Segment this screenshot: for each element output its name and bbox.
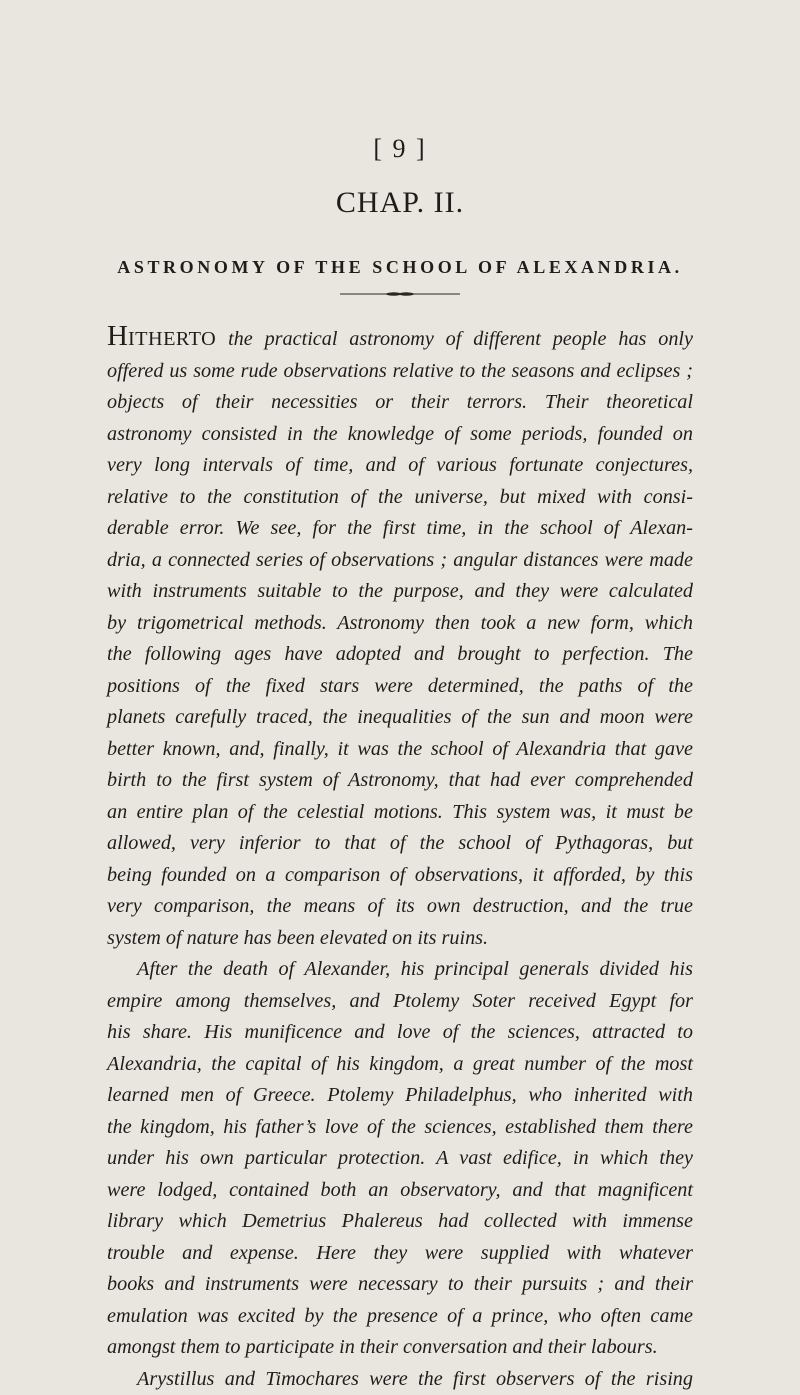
text-line: being founded on a comparison of observations, it afforded, by this — [107, 860, 693, 892]
chapter-title: CHAP. II. — [0, 186, 800, 220]
text-line: very comparison, the means of its own destruction, and the true — [107, 891, 693, 923]
text-line: books and instruments were necessary to their pursuits ; and their — [107, 1269, 693, 1301]
text-line: allowed, very inferior to that of the school of Pythagoras, but — [107, 828, 693, 860]
text-line: his share. His munificence and love of the sciences, attracted to — [107, 1017, 693, 1049]
drop-cap-rest: ITHERTO — [128, 328, 216, 350]
text-line-paragraph-end: system of nature has been elevated on its ruins. — [107, 923, 693, 955]
text-line: empire among themselves, and Ptolemy Soter received Egypt for — [107, 986, 693, 1018]
text-line: derable error. We see, for the first time, in the school of Alexan- — [107, 513, 693, 545]
text-line-paragraph-start: After the death of Alexander, his principal generals divided his — [107, 954, 693, 986]
text-line: were lodged, contained both an observatory, and that magnificent — [107, 1175, 693, 1207]
text-line: dria, a connected series of observations ; angular distances were made — [107, 545, 693, 577]
text-line: objects of their necessities or their terrors. Their theoretical — [107, 387, 693, 419]
ornament-rule-icon — [340, 291, 460, 297]
text-line: very long intervals of time, and of various fortunate conjectures, — [107, 450, 693, 482]
text-line-paragraph-end: amongst them to participate in their conversation and their labours. — [107, 1332, 693, 1364]
text-line: library which Demetrius Phalereus had collected with immense — [107, 1206, 693, 1238]
text-line: an entire plan of the celestial motions. This system was, it must be — [107, 797, 693, 829]
text-line: astronomy consisted in the knowledge of some periods, founded on — [107, 419, 693, 451]
text-line: the following ages have adopted and brought to perfection. The — [107, 639, 693, 671]
text-line: trouble and expense. Here they were supplied with whatever — [107, 1238, 693, 1270]
section-title: ASTRONOMY OF THE SCHOOL OF ALEXANDRIA. — [0, 257, 800, 278]
text-line: emulation was excited by the presence of a prince, who often came — [107, 1301, 693, 1333]
text-line: planets carefully traced, the inequalities of the sun and moon were — [107, 702, 693, 734]
text-line: positions of the fixed stars were determined, the paths of the — [107, 671, 693, 703]
text-line: by trigometrical methods. Astronomy then took a new form, which — [107, 608, 693, 640]
text-line: offered us some rude observations relative to the seasons and eclipses ; — [107, 356, 693, 388]
drop-cap: H — [107, 320, 128, 352]
text-line-content: the practical astronomy of different people has only — [216, 328, 693, 350]
text-line-paragraph-start: Arystillus and Timochares were the first observers of the rising — [107, 1364, 693, 1395]
text-line: relative to the constitution of the universe, but mixed with consi- — [107, 482, 693, 514]
text-line — [107, 324, 693, 356]
text-line: with instruments suitable to the purpose, and they were calculated — [107, 576, 693, 608]
text-line: birth to the first system of Astronomy, that had ever comprehended — [107, 765, 693, 797]
text-line: the kingdom, his father’s love of the sciences, established them there — [107, 1112, 693, 1144]
text-line: better known, and, finally, it was the school of Alexandria that gave — [107, 734, 693, 766]
body-text — [107, 324, 693, 1395]
text-line: under his own particular protection. A vast edifice, in which they — [107, 1143, 693, 1175]
text-line: Alexandria, the capital of his kingdom, a great number of the most — [107, 1049, 693, 1081]
page-number: [ 9 ] — [0, 134, 800, 164]
text-line: learned men of Greece. Ptolemy Philadelphus, who inherited with — [107, 1080, 693, 1112]
